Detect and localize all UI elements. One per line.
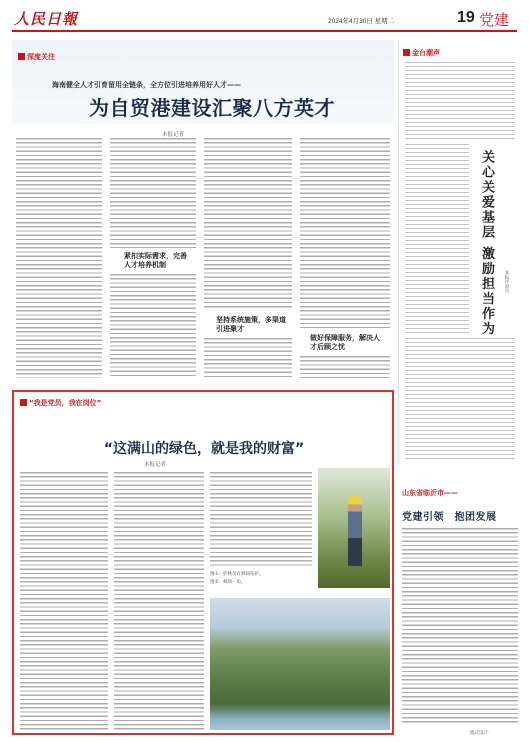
commentary-text-mid xyxy=(405,144,469,334)
story-tag: “我是党员，我在岗位” xyxy=(20,398,101,408)
story-text-col-3a xyxy=(210,472,312,566)
story-headline: “这满山的绿色，就是我的财富” xyxy=(103,441,305,457)
commentary-author: 本报评论员 xyxy=(504,270,509,293)
tag-square-icon xyxy=(20,399,27,406)
feature-headline: 为自贸港建设汇聚八方英才 xyxy=(89,96,335,120)
sidebar-article-kicker: 山东省临沂市—— xyxy=(402,489,458,497)
tag-square-icon xyxy=(18,53,25,60)
story-text-col-2 xyxy=(114,472,204,730)
feature-byline: 本报记者 xyxy=(162,132,185,138)
commentary-text-bottom xyxy=(405,338,515,460)
feature-subhead-1: 紧扣实际需求，完善人才培养机制 xyxy=(124,252,187,269)
layout-credit: 版式设计： xyxy=(470,731,493,736)
sidebar-article-text xyxy=(402,528,518,724)
feature-article xyxy=(12,40,394,382)
story-byline: 本报记者 xyxy=(144,462,167,468)
feature-text-col-3a xyxy=(204,138,292,310)
commentary-column xyxy=(398,40,520,465)
page-number: 19 xyxy=(457,9,475,26)
page-section-name: 党建 xyxy=(479,11,510,29)
feature-text-col-4a xyxy=(300,138,390,328)
issue-date: 2024年4月30日 星期二 xyxy=(328,18,395,25)
commentary-tag: 金台潮声 xyxy=(403,48,440,58)
feature-subhead-2: 坚持系统施策，多渠道引进聚才 xyxy=(216,316,286,333)
feature-text-col-4b xyxy=(300,356,390,378)
feature-kicker: 海南健全人才引育留用全链条，全方位引进培养用好人才—— xyxy=(52,81,241,89)
story-text-col-1 xyxy=(20,472,108,730)
newspaper-logo: 人民日報 xyxy=(14,10,79,28)
forest-ranger-photo xyxy=(318,468,390,588)
feature-tag: 深度关注 xyxy=(18,52,55,62)
commentary-text-top xyxy=(405,62,515,140)
sidebar-article-title: 党建引领 抱团发展 xyxy=(402,512,497,523)
ranger-figure xyxy=(348,496,362,566)
feature-text-col-2a xyxy=(110,138,196,248)
story-caption-1: 图①：护林员在林间巡护。 xyxy=(210,572,264,577)
feature-text-col-3b xyxy=(204,338,292,378)
forest-landscape-photo xyxy=(210,598,390,730)
commentary-headline: 关心关爱基层 激励担当作为 xyxy=(479,150,494,337)
masthead xyxy=(12,8,517,32)
tag-square-icon xyxy=(403,49,410,56)
feature-text-col-1 xyxy=(16,138,102,378)
story-caption-2: 图②：林场一角。 xyxy=(210,580,246,585)
feature-text-col-2b xyxy=(110,274,196,378)
highlighted-story xyxy=(12,390,394,735)
feature-subhead-3: 做好保障服务，解决人才后顾之忧 xyxy=(310,334,380,351)
